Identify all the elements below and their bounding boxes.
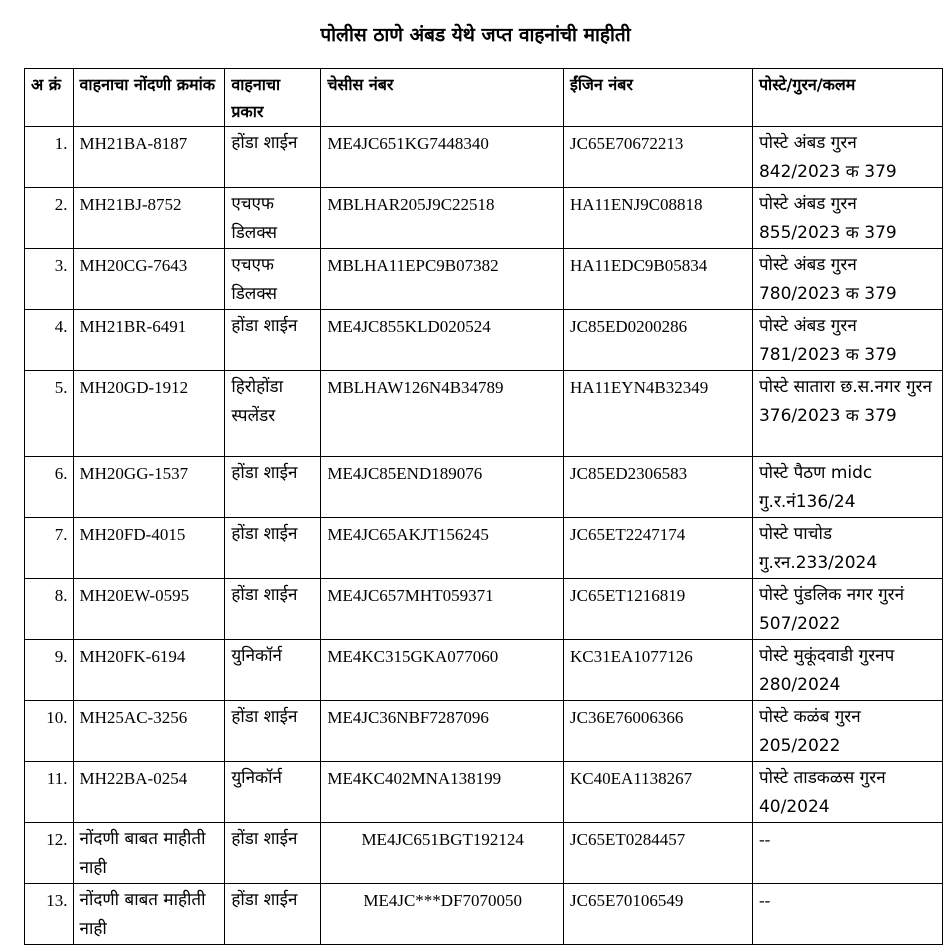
header-sr: अ क्रं: [25, 69, 74, 127]
cell-registration: MH21BA-8187: [73, 127, 225, 188]
header-chassis: चेसीस नंबर: [321, 69, 564, 127]
table-row: [25, 701, 943, 762]
cell-chassis-number: ME4KC402MNA138199: [321, 762, 564, 823]
cell-chassis-number: ME4KC315GKA077060: [321, 640, 564, 701]
cell-sr: 8.: [25, 579, 74, 640]
table-row: [25, 579, 943, 640]
cell-sr: 2.: [25, 188, 74, 249]
cell-sr: 10.: [25, 701, 74, 762]
cell-vehicle-type: होंडा शाईन: [225, 310, 321, 371]
cell-vehicle-type: होंडा शाईन: [225, 457, 321, 518]
cell-engine-number: JC85ED2306583: [564, 457, 753, 518]
cell-sr: 5.: [25, 371, 74, 457]
cell-sr: 12.: [25, 823, 74, 884]
cell-engine-number: JC65E70106549: [564, 884, 753, 945]
header-engine: ईंजिन नंबर: [564, 69, 753, 127]
cell-engine-number: HA11ENJ9C08818: [564, 188, 753, 249]
table-row: [25, 371, 943, 457]
cell-case-reference: पोस्टे पैठण midc गु.र.नं136/24: [752, 457, 942, 518]
header-case: पोस्टे/गुरन/कलम: [752, 69, 942, 127]
table-row: [25, 457, 943, 518]
cell-registration: नोंदणी बाबत माहीती नाही: [73, 823, 225, 884]
cell-registration: MH25AC-3256: [73, 701, 225, 762]
seized-vehicles-table: [24, 68, 943, 945]
cell-vehicle-type: युनिकॉर्न: [225, 762, 321, 823]
cell-engine-number: HA11EYN4B32349: [564, 371, 753, 457]
cell-case-reference: पोस्टे ताडकळस गुरन 40/2024: [752, 762, 942, 823]
cell-chassis-number: ME4JC***DF7070050: [321, 884, 564, 945]
cell-case-reference: पोस्टे अंबड गुरन 842/2023 क 379: [752, 127, 942, 188]
cell-engine-number: KC40EA1138267: [564, 762, 753, 823]
cell-engine-number: JC65ET1216819: [564, 579, 753, 640]
cell-vehicle-type: एचएफ डिलक्स: [225, 188, 321, 249]
cell-sr: 9.: [25, 640, 74, 701]
cell-case-reference: पोस्टे अंबड गुरन 781/2023 क 379: [752, 310, 942, 371]
cell-vehicle-type: होंडा शाईन: [225, 127, 321, 188]
header-registration: वाहनाचा नोंदणी क्रमांक: [73, 69, 225, 127]
cell-chassis-number: ME4JC85END189076: [321, 457, 564, 518]
cell-sr: 7.: [25, 518, 74, 579]
cell-engine-number: HA11EDC9B05834: [564, 249, 753, 310]
cell-registration: MH20FD-4015: [73, 518, 225, 579]
cell-chassis-number: ME4JC651KG7448340: [321, 127, 564, 188]
table-row: [25, 188, 943, 249]
table-row: [25, 518, 943, 579]
cell-registration: MH20FK-6194: [73, 640, 225, 701]
page-title: पोलीस ठाणे अंबड येथे जप्त वाहनांची माहीती: [320, 24, 631, 46]
cell-registration: MH20GG-1537: [73, 457, 225, 518]
cell-registration: MH22BA-0254: [73, 762, 225, 823]
table-row: [25, 249, 943, 310]
cell-engine-number: JC36E76006366: [564, 701, 753, 762]
cell-chassis-number: ME4JC657MHT059371: [321, 579, 564, 640]
cell-case-reference: पोस्टे कळंब गुरन 205/2022: [752, 701, 942, 762]
cell-registration: MH20EW-0595: [73, 579, 225, 640]
table-row: [25, 640, 943, 701]
cell-vehicle-type: हिरोहोंडा स्पलेंडर: [225, 371, 321, 457]
cell-chassis-number: ME4JC65AKJT156245: [321, 518, 564, 579]
table-row: [25, 310, 943, 371]
cell-vehicle-type: एचएफ डिलक्स: [225, 249, 321, 310]
cell-engine-number: JC65ET2247174: [564, 518, 753, 579]
table-row: [25, 884, 943, 945]
cell-registration: MH21BR-6491: [73, 310, 225, 371]
cell-case-reference: पोस्टे पाचोड गु.रन.233/2024: [752, 518, 942, 579]
cell-sr: 3.: [25, 249, 74, 310]
cell-case-reference: --: [752, 823, 942, 884]
cell-chassis-number: MBLHAW126N4B34789: [321, 371, 564, 457]
table-row: [25, 762, 943, 823]
cell-case-reference: --: [752, 884, 942, 945]
cell-registration: MH21BJ-8752: [73, 188, 225, 249]
cell-engine-number: KC31EA1077126: [564, 640, 753, 701]
cell-engine-number: JC85ED0200286: [564, 310, 753, 371]
cell-chassis-number: ME4JC651BGT192124: [321, 823, 564, 884]
cell-case-reference: पोस्टे अंबड गुरन 780/2023 क 379: [752, 249, 942, 310]
header-type: वाहनाचा प्रकार: [225, 69, 321, 127]
cell-case-reference: पोस्टे मुकूंदवाडी गुरनप 280/2024: [752, 640, 942, 701]
cell-case-reference: पोस्टे अंबड गुरन 855/2023 क 379: [752, 188, 942, 249]
cell-sr: 13.: [25, 884, 74, 945]
cell-engine-number: JC65E70672213: [564, 127, 753, 188]
cell-sr: 6.: [25, 457, 74, 518]
cell-registration: MH20CG-7643: [73, 249, 225, 310]
cell-sr: 1.: [25, 127, 74, 188]
cell-vehicle-type: होंडा शाईन: [225, 579, 321, 640]
table-row: [25, 823, 943, 884]
table-row: [25, 127, 943, 188]
cell-vehicle-type: युनिकॉर्न: [225, 640, 321, 701]
cell-sr: 11.: [25, 762, 74, 823]
cell-chassis-number: ME4JC855KLD020524: [321, 310, 564, 371]
cell-vehicle-type: होंडा शाईन: [225, 823, 321, 884]
cell-case-reference: पोस्टे पुंडलिक नगर गुरनं 507/2022: [752, 579, 942, 640]
cell-sr: 4.: [25, 310, 74, 371]
cell-engine-number: JC65ET0284457: [564, 823, 753, 884]
cell-chassis-number: MBLHA11EPC9B07382: [321, 249, 564, 310]
cell-registration: MH20GD-1912: [73, 371, 225, 457]
cell-chassis-number: ME4JC36NBF7287096: [321, 701, 564, 762]
cell-case-reference: पोस्टे सातारा छ.स.नगर गुरन 376/2023 क 379: [752, 371, 942, 457]
cell-registration: नोंदणी बाबत माहीती नाही: [73, 884, 225, 945]
cell-vehicle-type: होंडा शाईन: [225, 884, 321, 945]
cell-chassis-number: MBLHAR205J9C22518: [321, 188, 564, 249]
cell-vehicle-type: होंडा शाईन: [225, 701, 321, 762]
cell-vehicle-type: होंडा शाईन: [225, 518, 321, 579]
table-header-row: [25, 69, 943, 127]
